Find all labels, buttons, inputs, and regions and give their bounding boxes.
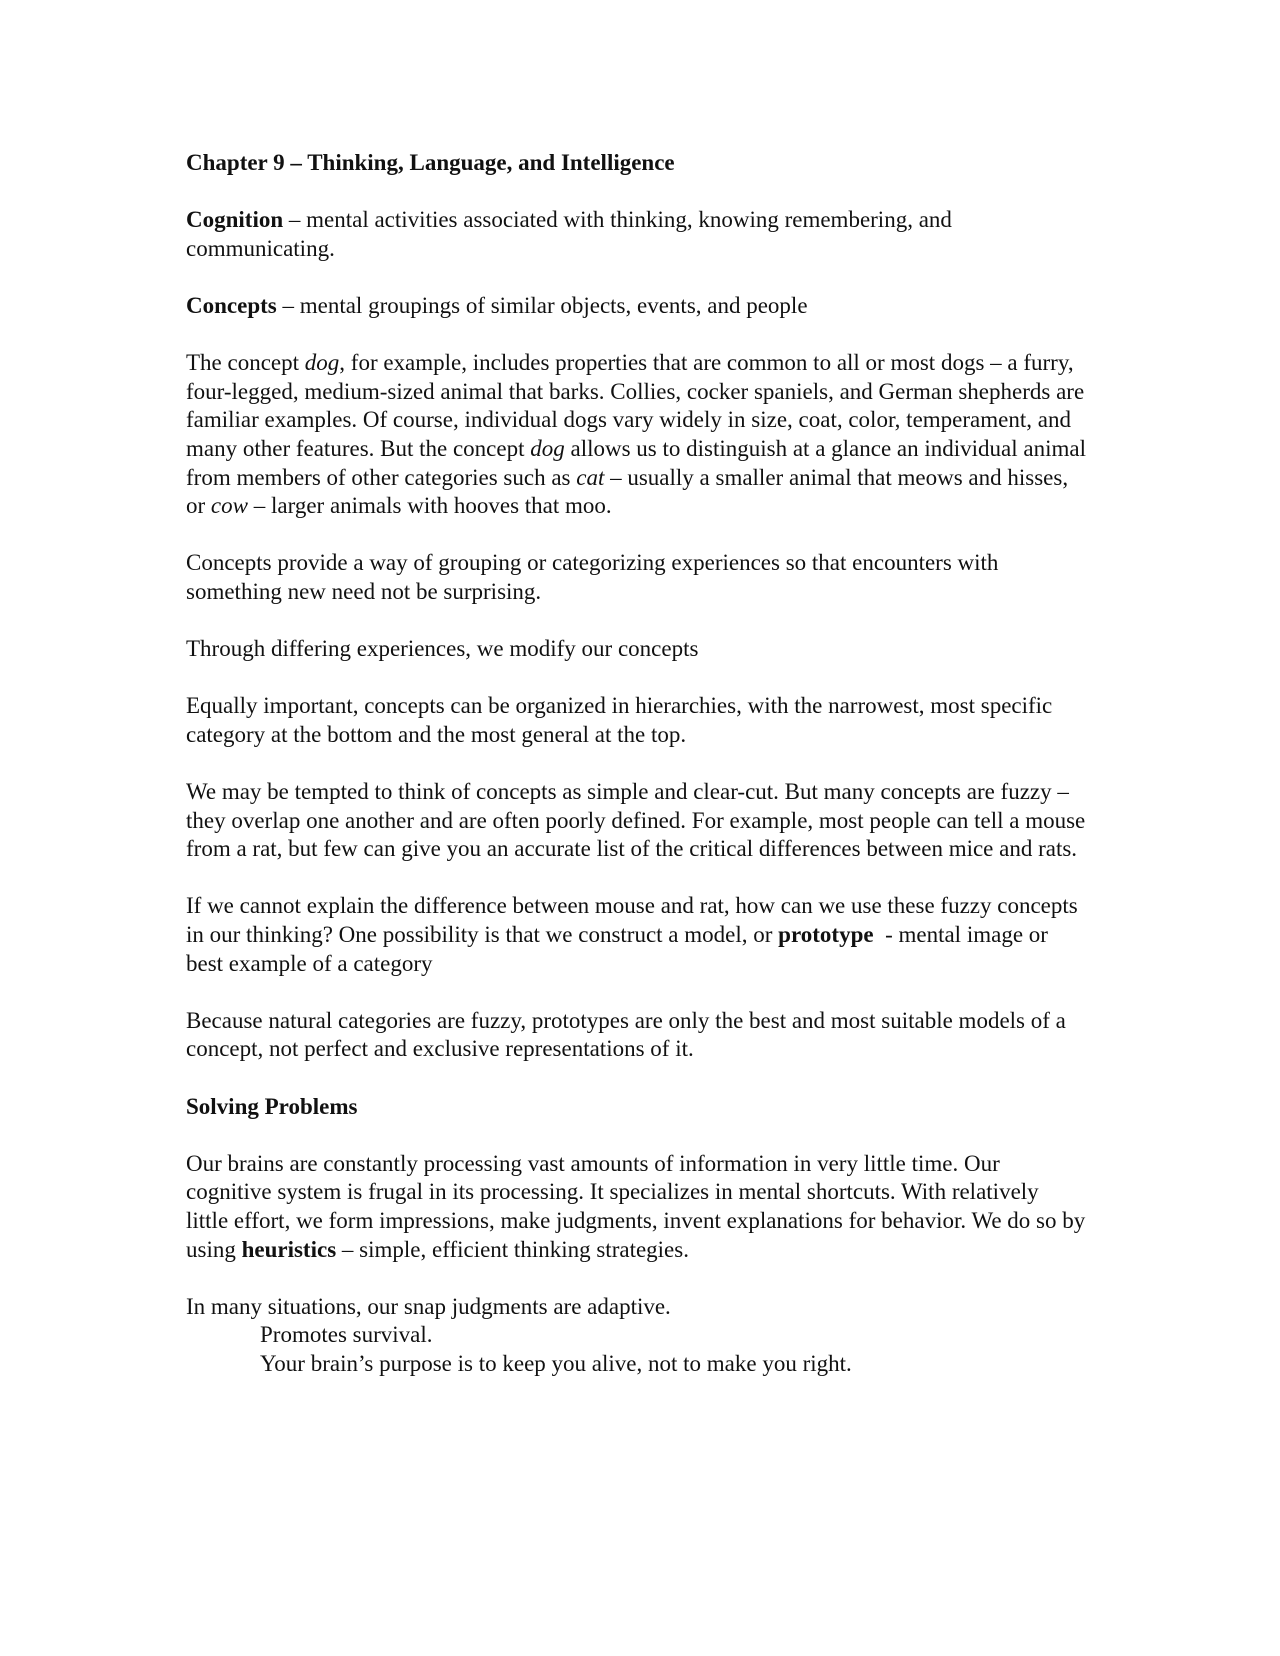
- dog-text-2: , for example, includes properties that are common to all or most dogs – a furry, four-legged, medium-sized animal that barks. Collies, cocker spaniels, and German shepherds are familiar examples. Of course, individual dogs vary widely in size, coat, color, temperament, and many other features. But the concept: [186, 350, 1085, 461]
- dog-text-5: – larger animals with hooves that moo.: [247, 493, 612, 519]
- dog-paragraph: [186, 349, 1086, 521]
- chapter-title-text: Chapter 9 – Thinking, Language, and Intelligence: [186, 150, 675, 175]
- dog-text-4: – usually a smaller animal that meows and hisses, or: [186, 464, 1069, 519]
- concepts-grouping-paragraph: Concepts provide a way of grouping or categorizing experiences so that encounters with something new need not be surprising.: [186, 550, 999, 604]
- hierarchies-paragraph: Equally important, concepts can be organized in hierarchies, with the narrowest, most specific category at the bottom and the most general at the top.: [186, 693, 1053, 747]
- prototype-term: prototype: [778, 922, 874, 948]
- heuristics-term: heuristics: [241, 1236, 337, 1262]
- dog-text-1: The concept: [186, 350, 305, 376]
- differing-experiences-paragraph: Through differing experiences, we modify our concepts: [186, 636, 699, 662]
- snap-judgments-indent-1: Promotes survival.: [260, 1322, 433, 1348]
- cow-italic: cow: [210, 493, 248, 519]
- prototype-text-after: - mental image or best example of a category: [186, 922, 1054, 976]
- cat-italic: cat: [576, 464, 605, 490]
- solving-problems-heading-text: Solving Problems: [186, 1093, 358, 1119]
- cognition-text: – mental activities associated with thinking, knowing remembering, and communicating.: [186, 207, 952, 261]
- concepts-text: – mental groupings of similar objects, events, and people: [276, 292, 808, 318]
- heuristics-paragraph: [186, 1150, 1086, 1264]
- dog-text-3: allows us to distinguish at a glance an individual animal from members of other categories such as: [186, 435, 1086, 490]
- prototype-paragraph: [186, 892, 1086, 978]
- heuristics-text-before: Our brains are constantly processing vast amounts of information in very little time. Our cognitive system is frugal in its processing. It specializes in mental shortcuts. With relatively little effort, we form impressions, make judgments, invent explanations for behavior. We do so by using: [186, 1150, 1086, 1262]
- concepts-definition: [186, 292, 1086, 321]
- fuzzy-concepts-paragraph: We may be tempted to think of concepts as simple and clear-cut. But many concepts are fuzzy – they overlap one another and are often poorly defined. For example, most people can tell a mouse from a rat, but few can give you an accurate list of the critical differences between mice and rats.: [186, 779, 1086, 862]
- document-page: [186, 149, 1086, 1379]
- chapter-title: [186, 149, 1086, 178]
- dog-italic-2: dog: [530, 435, 565, 461]
- concepts-term: Concepts: [186, 292, 277, 318]
- snap-judgments-indent-2: Your brain’s purpose is to keep you alive, not to make you right.: [260, 1350, 852, 1376]
- prototype-text-before: If we cannot explain the difference between mouse and rat, how can we use these fuzzy concepts in our thinking? One possibility is that we construct a model, or: [186, 893, 1078, 948]
- cognition-definition: [186, 206, 1086, 263]
- solving-problems-heading: [186, 1093, 1086, 1122]
- snap-judgments-line: In many situations, our snap judgments are adaptive.: [186, 1293, 671, 1319]
- dog-italic-1: dog: [304, 350, 340, 376]
- cognition-term: Cognition: [186, 207, 284, 233]
- heuristics-text-after: – simple, efficient thinking strategies.: [336, 1236, 689, 1262]
- natural-categories-paragraph: Because natural categories are fuzzy, prototypes are only the best and most suitable models of a concept, not perfect and exclusive representations of it.: [186, 1007, 1066, 1062]
